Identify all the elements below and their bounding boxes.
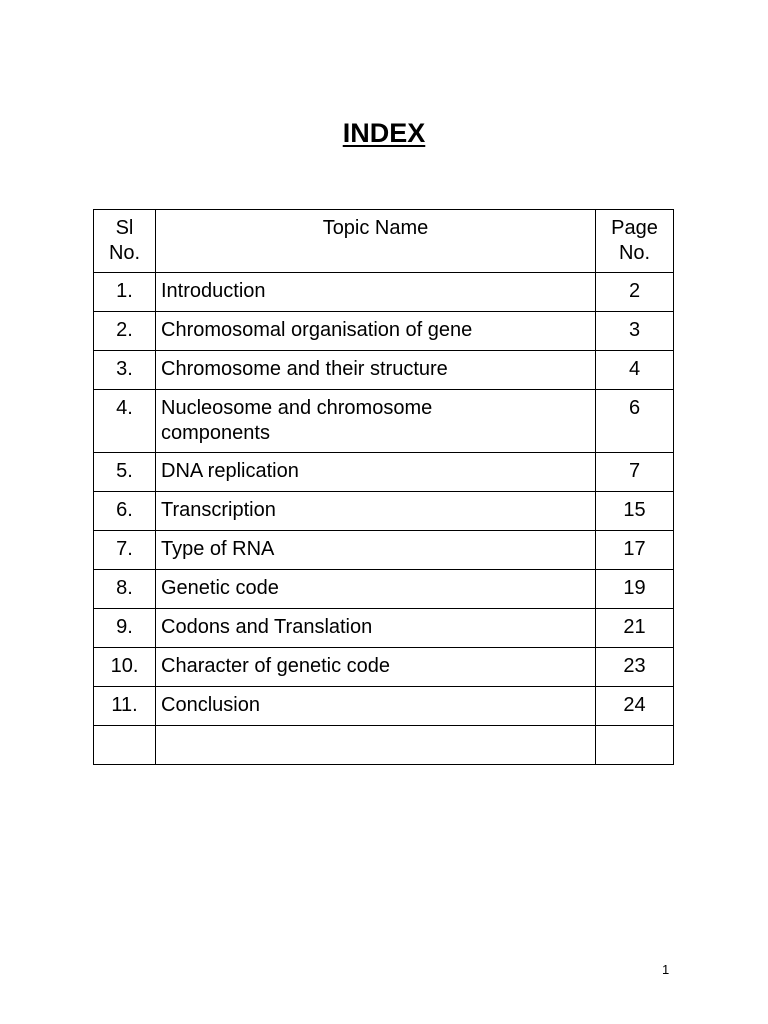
row-topic: Character of genetic code: [156, 648, 596, 687]
row-sl: 7.: [94, 531, 156, 570]
row-topic: DNA replication: [156, 453, 596, 492]
index-table: [93, 209, 674, 765]
table-row: [94, 687, 674, 726]
row-page: 6: [596, 390, 674, 453]
empty-cell-sl: [94, 726, 156, 765]
row-sl: 8.: [94, 570, 156, 609]
table-row: [94, 492, 674, 531]
row-topic: Genetic code: [156, 570, 596, 609]
page-title: INDEX: [342, 118, 426, 148]
row-topic: [156, 390, 596, 453]
row-page: 24: [596, 687, 674, 726]
row-sl: 2.: [94, 312, 156, 351]
row-topic: Codons and Translation: [156, 609, 596, 648]
table-row: [94, 570, 674, 609]
row-topic: Chromosomal organisation of gene: [156, 312, 596, 351]
row-sl: 6.: [94, 492, 156, 531]
header-page-no: [596, 210, 674, 273]
row-sl: 1.: [94, 273, 156, 312]
row-page: 4: [596, 351, 674, 390]
row-topic: Chromosome and their structure: [156, 351, 596, 390]
row-page: 15: [596, 492, 674, 531]
row-page: 19: [596, 570, 674, 609]
header-sl-line1: Sl: [115, 217, 134, 239]
table-row: [94, 531, 674, 570]
table-row: [94, 273, 674, 312]
row-page: 2: [596, 273, 674, 312]
row-topic-line2: components: [161, 422, 270, 444]
empty-cell-page: [596, 726, 674, 765]
table-header-row: [94, 210, 674, 273]
row-page: 3: [596, 312, 674, 351]
header-page-line1: Page: [611, 217, 658, 239]
row-sl: 3.: [94, 351, 156, 390]
table-row: [94, 609, 674, 648]
row-topic: Introduction: [156, 273, 596, 312]
row-sl: 5.: [94, 453, 156, 492]
header-sl-line2: No.: [108, 242, 141, 264]
header-topic-name: Topic Name: [156, 210, 596, 273]
row-sl: 10.: [94, 648, 156, 687]
table-row: [94, 453, 674, 492]
row-topic: Transcription: [156, 492, 596, 531]
row-topic: Conclusion: [156, 687, 596, 726]
row-page: 21: [596, 609, 674, 648]
row-sl: 9.: [94, 609, 156, 648]
table-row-empty: [94, 726, 674, 765]
table-row: [94, 351, 674, 390]
row-topic: Type of RNA: [156, 531, 596, 570]
table-row: [94, 312, 674, 351]
row-page: 17: [596, 531, 674, 570]
row-topic-line1: Nucleosome and chromosome: [161, 397, 433, 419]
row-page: 23: [596, 648, 674, 687]
header-sl-no: [94, 210, 156, 273]
row-sl: 4.: [94, 390, 156, 453]
row-page: 7: [596, 453, 674, 492]
table-row: [94, 390, 674, 453]
row-sl: 11.: [94, 687, 156, 726]
header-page-line2: No.: [618, 242, 651, 264]
table-row: [94, 648, 674, 687]
empty-cell-topic: [156, 726, 596, 765]
page-number: 1: [662, 962, 670, 977]
